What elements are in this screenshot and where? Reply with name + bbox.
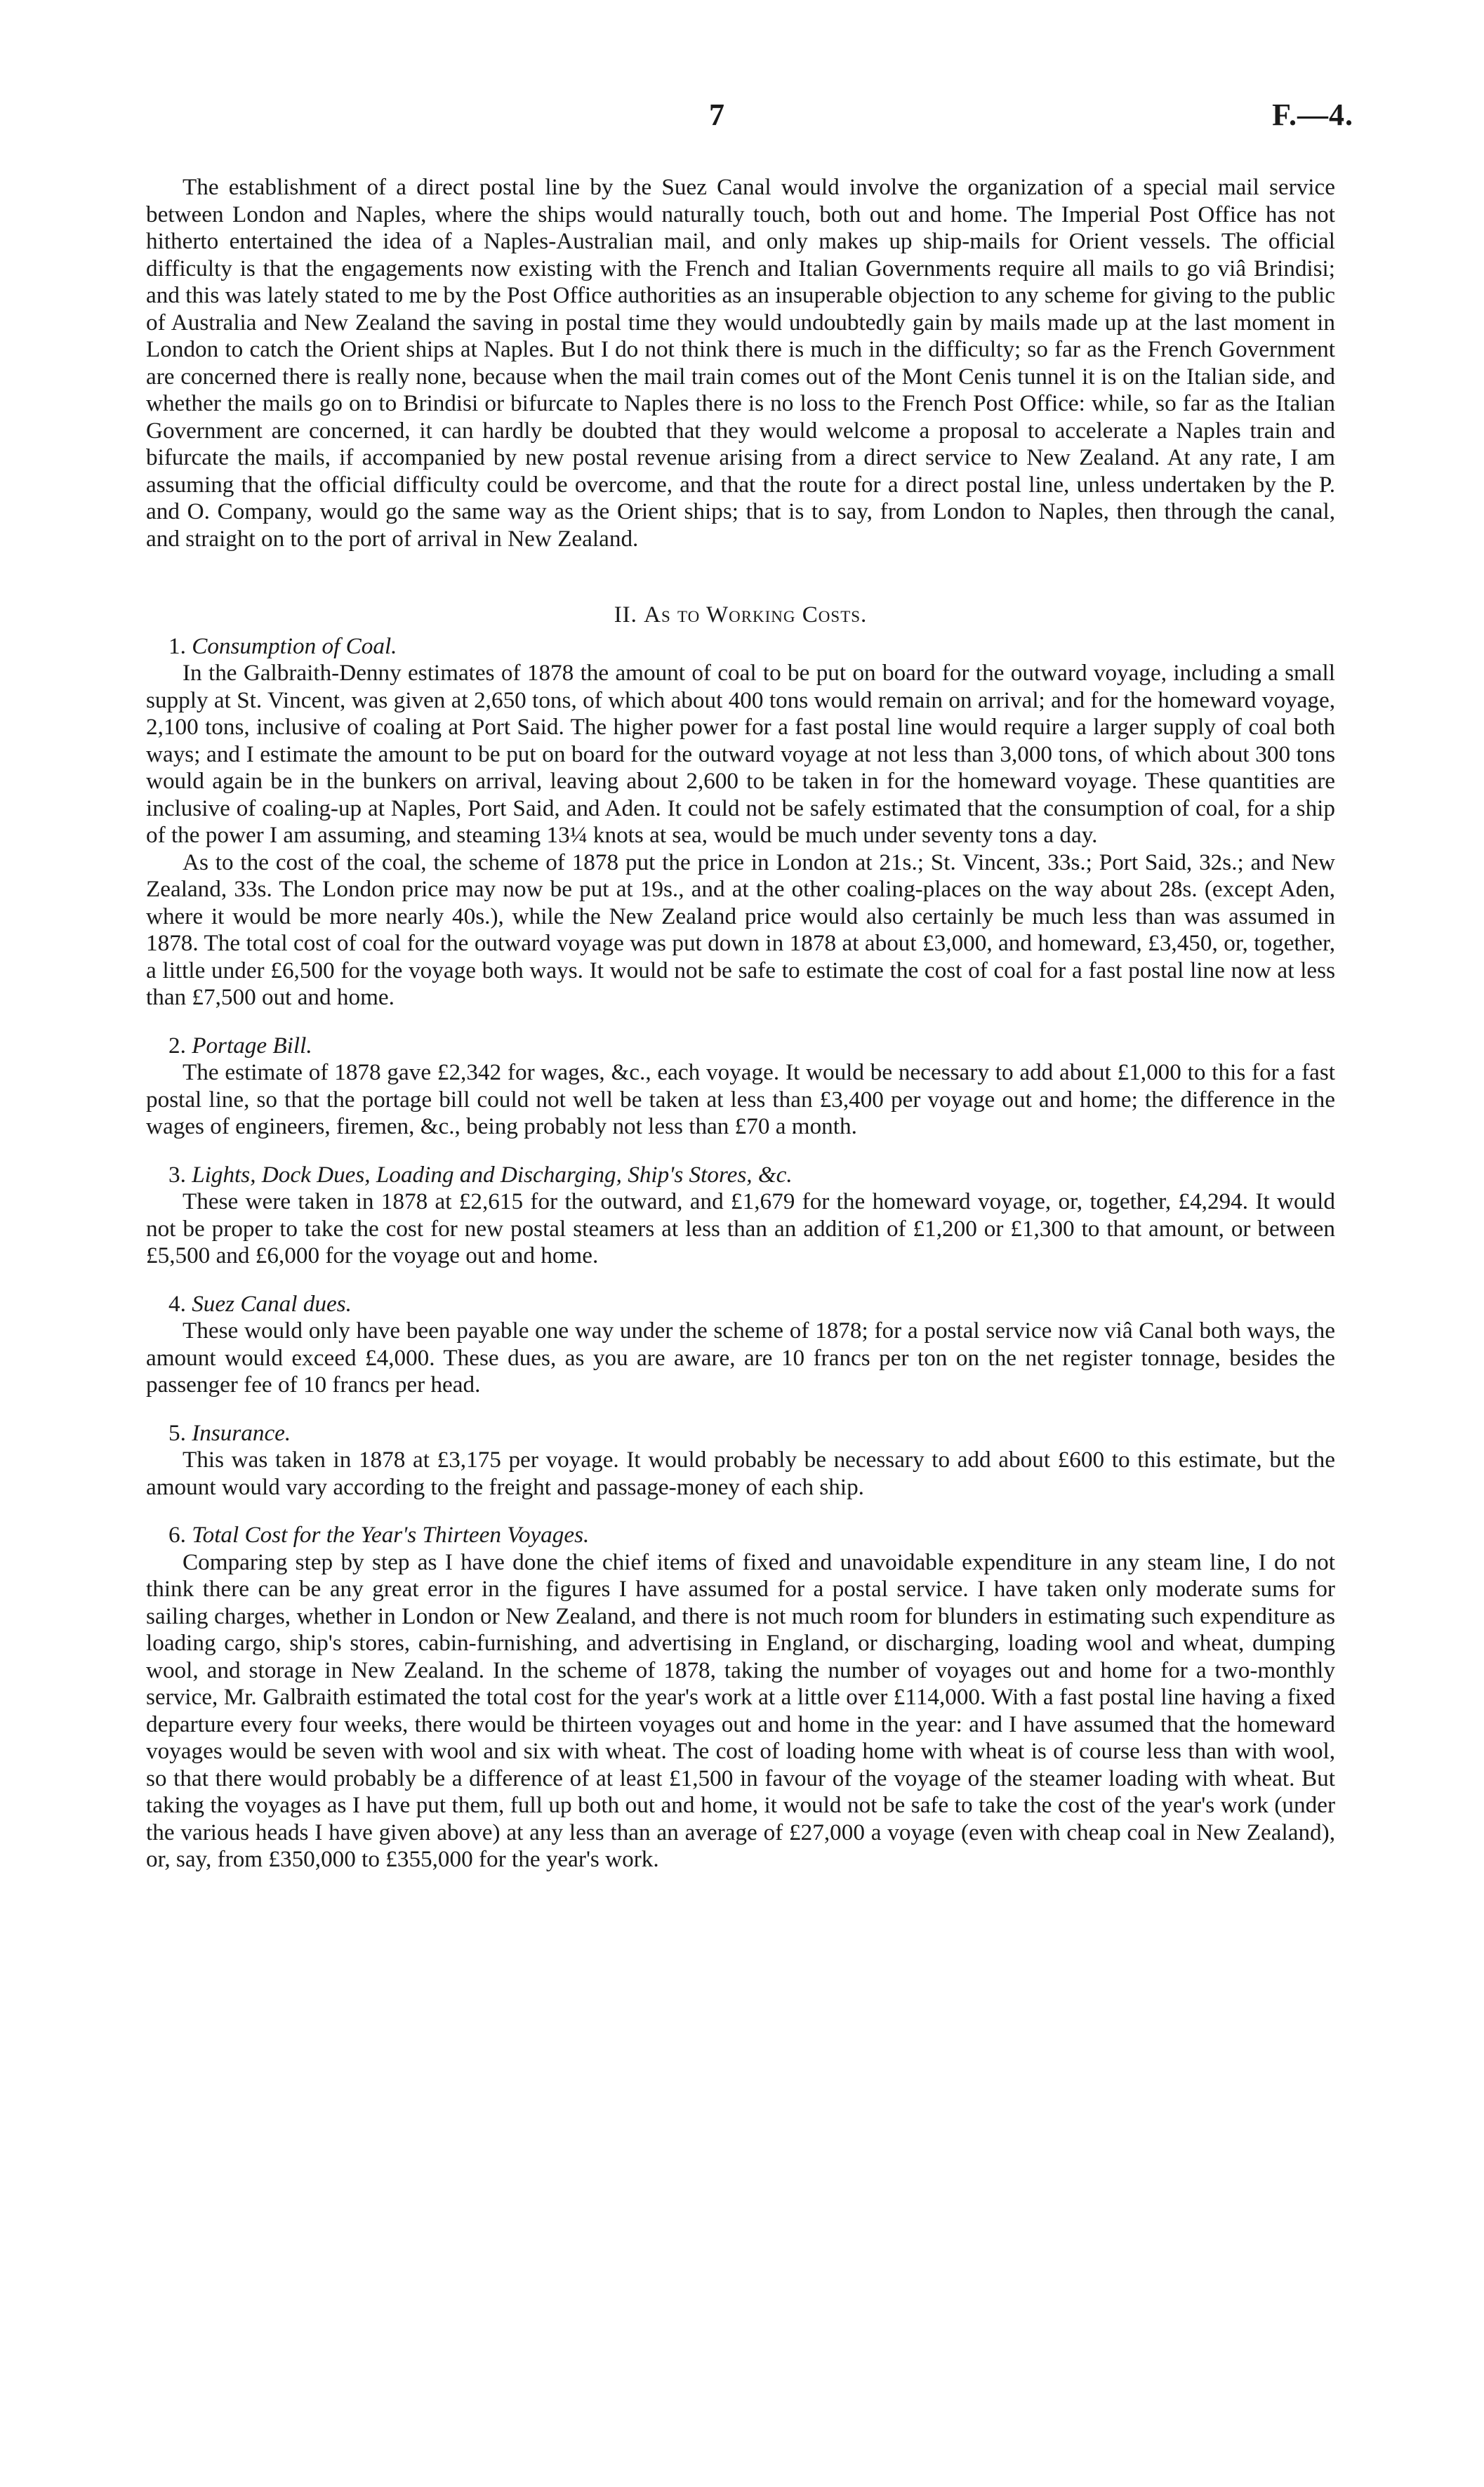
item-number: 3. [168, 1161, 186, 1188]
item-title: Portage Bill. [192, 1032, 312, 1059]
item-consumption-of-coal [146, 633, 1335, 1012]
item-number: 1. [168, 632, 186, 659]
item-heading [146, 1033, 1335, 1060]
document-reference: F.—4. [1272, 98, 1353, 132]
item-paragraph: The estimate of 1878 gave £2,342 for wages, &c., each voyage. It would be necessary to add about £1,000 to this for a fast postal line, so that the portage bill could not well be taken at less than £3,400 per voyage out and home; the difference in the wages of engineers, firemen, &c., being probably not less than £70 a month. [146, 1059, 1335, 1139]
item-paragraph: These would only have been payable one way under the scheme of 1878; for a postal service now viâ Canal both ways, the amount would exceed £4,000. These dues, as you are aware, are 10 francs per ton on the net register tonnage, besides the passenger fee of 10 francs per head. [146, 1318, 1335, 1398]
item-total-cost [146, 1522, 1335, 1873]
item-insurance [146, 1420, 1335, 1501]
item-heading [146, 1420, 1335, 1447]
item-paragraph: These were taken in 1878 at £2,615 for the outward, and £1,679 for the homeward voyage, or, together, £4,294. It would not be proper to take the cost for new postal steamers at less than an addition of £1,200 or £1,300 to that amount, or between £5,500 and £6,000 for the voyage out and home. [146, 1188, 1335, 1268]
item-heading [146, 1291, 1335, 1318]
item-paragraph: This was taken in 1878 at £3,175 per voyage. It would probably be necessary to add about £600 to this estimate, but the amount would vary according to the freight and passage-money of each ship. [146, 1447, 1335, 1500]
item-title: Suez Canal dues. [192, 1290, 352, 1317]
item-title: Consumption of Coal. [192, 632, 397, 659]
item-suez-canal-dues [146, 1291, 1335, 1399]
item-heading [146, 1162, 1335, 1189]
intro-paragraph: The establishment of a direct postal line by the Suez Canal would involve the organization of a special mail service between London and Naples, where the ships would naturally touch, both out and home. The Imperial Post Office has not hitherto entertained the idea of a Naples-Australian mail, and only makes up ship-mails for Orient vessels. The official difficulty is that the engagements now existing with the French and Italian Governments require all mails to go viâ Brindisi; and this was lately stated to me by the Post Office authorities as an insuperable objection to any scheme for giving to the public of Australia and New Zealand the saving in postal time they would undoubtedly gain by mails made up at the last moment in London to catch the Orient ships at Naples. But I do not think there is much in the difficulty; so far as the French Government are concerned there is really none, because when the mail train comes out of the Mont Cenis tunnel it is on the Italian side, and whether the mails go on to Brindisi or bifurcate to Naples there is no loss to the French Post Office: while, so far as the Italian Government are concerned, it can hardly be doubted that they would welcome a proposal to accelerate a Naples train and bifurcate the mails, if accompanied by new postal revenue arising from a direct service to New Zealand. At any rate, I am assuming that the official difficulty could be overcome, and that the route for a direct postal line, unless undertaken by the P. and O. Company, would go the same way as the Orient ships; that is to say, from London to Naples, then through the canal, and straight on to the port of arrival in New Zealand. [146, 174, 1335, 552]
item-lights-dock-dues [146, 1162, 1335, 1270]
item-title: Total Cost for the Year's Thirteen Voyages. [192, 1522, 590, 1548]
item-number: 2. [168, 1032, 186, 1059]
item-paragraph: Comparing step by step as I have done the chief items of fixed and unavoidable expenditure in any steam line, I do not think there can be any great error in the figures I have assumed for a postal service. I have taken only moderate sums for sailing charges, whether in London or New Zealand, and there is not much room for blunders in estimating such expenditure as loading cargo, ship's stores, cabin-furnishing, and advertising in England, or discharging, loading wool and wheat, dumping wool, and storage in New Zealand. In the scheme of 1878, taking the number of voyages out and home for a two-monthly service, Mr. Galbraith estimated the total cost for the year's work at a little over £114,000. With a fast postal line having a fixed departure every four weeks, there would be thirteen voyages out and home in the year: and I have assumed that the homeward voyages would be seven with wool and six with wheat. The cost of loading home with wheat is of course less than with wool, so that there would probably be a difference of at least £1,500 in favour of the voyage of the steamer loading with wheat. But taking the voyages as I have put them, full up both out and home, it would not be safe to take the cost of the year's work (under the various heads I have given above) at any less than an average of £27,000 a voyage (even with cheap coal in New Zealand), or, say, from £350,000 to £355,000 for the year's work. [146, 1548, 1335, 1872]
item-number: 6. [168, 1522, 186, 1548]
item-title: Insurance. [192, 1419, 291, 1446]
item-heading [146, 1522, 1335, 1549]
item-number: 4. [168, 1290, 186, 1317]
page-number: 7 [709, 98, 724, 132]
section-heading [146, 602, 1335, 629]
item-portage-bill [146, 1033, 1335, 1141]
item-heading [146, 633, 1335, 661]
item-paragraph: In the Galbraith-Denny estimates of 1878 the amount of coal to be put on board for the outward voyage, including a small supply at St. Vincent, was given at 2,650 tons, of which about 400 tons would remain on arrival; and for the homeward voyage, 2,100 tons, inclusive of coaling at Port Said. The higher power for a fast postal line would require a larger supply of coal both ways; and I estimate the amount to be put on board for the outward voyage at not less than 3,000 tons, of which about 300 tons would again be in the bunkers on arrival, leaving about 2,600 to be taken in for the homeward voyage. These quantities are inclusive of coaling-up at Naples, Port Said, and Aden. It could not be safely estimated that the consumption of coal, for a ship of the power I am assuming, and steaming 13¼ knots at sea, would be much under seventy tons a day. [146, 660, 1335, 848]
page-body [146, 174, 1335, 1873]
item-title: Lights, Dock Dues, Loading and Discharging, Ship's Stores, &c. [192, 1161, 793, 1188]
item-number: 5. [168, 1419, 186, 1446]
section-title: As to Working Costs. [644, 602, 868, 628]
section-numeral: II. [614, 602, 637, 628]
page-header [0, 97, 1484, 139]
item-paragraph: As to the cost of the coal, the scheme of 1878 put the price in London at 21s.; St. Vincent, 33s.; Port Said, 32s.; and New Zealand, 33s. The London price may now be put at 19s., and at the other coaling-places on the way about 28s. (except Aden, where it would be more nearly 40s.), while the New Zealand price would also certainly be much less than was assumed in 1878. The total cost of coal for the outward voyage was put down in 1878 at about £3,000, and homeward, £3,450, or, together, a little under £6,500 for the voyage both ways. It would not be safe to estimate the cost of coal for a fast postal line now at less than £7,500 out and home. [146, 849, 1335, 1010]
